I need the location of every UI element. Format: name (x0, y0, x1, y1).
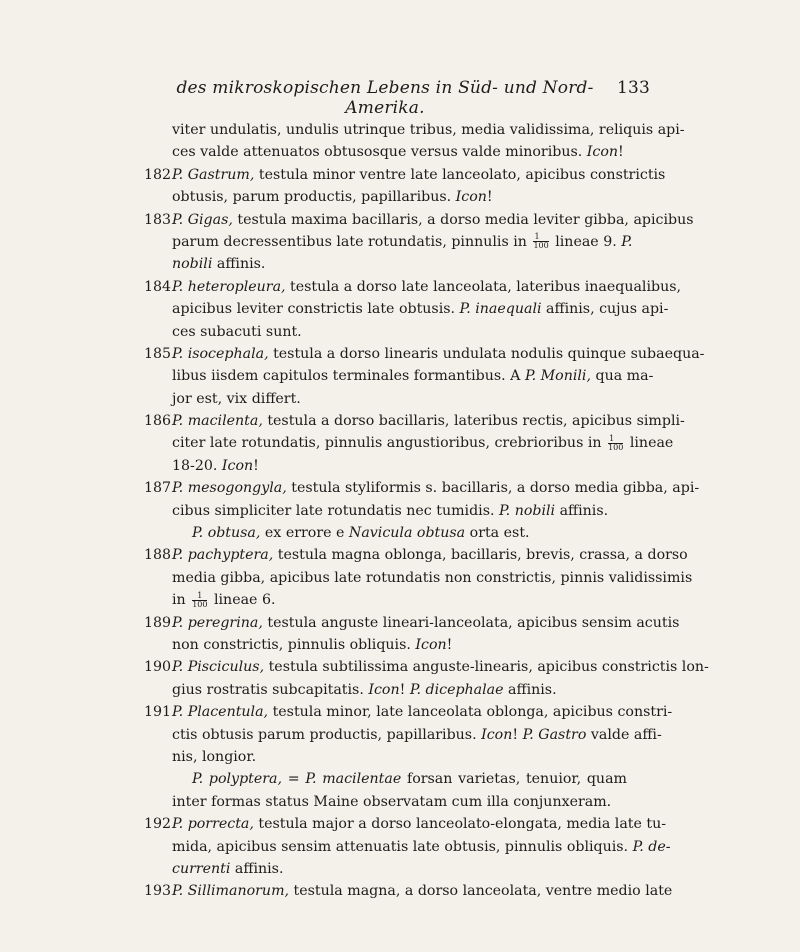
italic-text: P. Pisciculus, (172, 659, 265, 676)
fraction-denominator: 100 (533, 241, 549, 251)
text-run: ces subacuti sunt. (172, 323, 302, 340)
text-run: testula a dorso linearis undulata nodulis quinque subaequa- (268, 345, 705, 362)
text-line (144, 209, 694, 231)
fraction-denominator: 100 (192, 599, 208, 609)
entry-number: 191 (144, 704, 172, 721)
text-run: testula minor ventre late lanceolato, apicibus constrictis (254, 166, 666, 183)
text-line (172, 365, 654, 387)
italic-text: P. pachyptera, (172, 547, 274, 564)
text-run: non constrictis, pinnulis obliquis. (172, 636, 416, 653)
text-line (172, 388, 627, 410)
text-run: affinis. (503, 681, 557, 698)
italic-text: Icon (586, 144, 618, 161)
text-run: testula anguste lineari-lanceolata, apicibus sensim acutis (262, 614, 680, 631)
text-run: citer late rotundatis, pinnulis angustioribus, crebrioribus in (172, 435, 607, 452)
italic-text: P. dicephalae (409, 681, 504, 698)
text-run: qua ma- (590, 368, 654, 385)
text-run: affinis. (555, 502, 609, 519)
fraction-numerator: 1 (192, 592, 207, 601)
running-header (150, 78, 650, 118)
text-line (172, 141, 627, 163)
text-run: nis, longior. (172, 748, 257, 765)
text-line (172, 432, 674, 454)
text-line (172, 589, 627, 611)
text-run: 18-20. (172, 457, 222, 474)
italic-text: P. heteropleura, (172, 278, 286, 295)
text-line (172, 858, 627, 880)
italic-text: Icon (221, 457, 254, 474)
text-run: testula minor, late lanceolata oblonga, apicibus constri- (268, 704, 673, 721)
italic-text: Icon (481, 726, 513, 743)
text-line (172, 231, 633, 253)
text-run: cibus simpliciter late rotundatis nec tumidis. (172, 502, 500, 519)
fraction (533, 233, 548, 250)
page-number: 133 (616, 78, 650, 98)
italic-text: P. nobili (499, 502, 556, 519)
text-line (144, 813, 667, 835)
italic-text: P. peregrina, (172, 614, 263, 631)
text-line (172, 679, 627, 701)
entry-number: 183 (144, 211, 172, 228)
text-run: affinis, cujus api- (541, 301, 669, 318)
entry-number: 189 (144, 614, 172, 631)
italic-text: P. de- (632, 838, 671, 855)
entry-number: 193 (144, 883, 172, 900)
text-run: ! (486, 189, 493, 206)
text-run: in (172, 592, 191, 609)
text-line (144, 544, 688, 566)
text-run: ctis obtusis parum productis, papillaribus. (172, 726, 482, 743)
entry-number: 182 (144, 166, 172, 183)
text-run: lineae 6. (209, 592, 276, 609)
text-run: orta est. (465, 525, 530, 542)
text-line (172, 724, 662, 746)
text-run: affinis. (212, 256, 266, 273)
text-run: ! (512, 726, 523, 743)
entry-number: 187 (144, 480, 172, 497)
text-run: parum decressentibus late rotundatis, pinnulis in (172, 233, 532, 250)
text-line (144, 343, 705, 365)
text-run: ! (253, 457, 259, 474)
entry-number: 188 (144, 547, 172, 564)
text-run: ex errore e (260, 525, 349, 542)
fraction-numerator: 1 (608, 435, 623, 444)
italic-text: P. polyptera, (192, 771, 282, 788)
text-line (172, 321, 627, 343)
text-run: ces valde attenuatos obtusosque versus valde minoribus. (172, 144, 587, 161)
italic-text: P. obtusa, (192, 525, 261, 542)
text-line (144, 701, 673, 723)
text-run: testula styliformis s. bacillaris, a dorso media gibba, api- (286, 480, 700, 497)
text-run: jor est, vix differt. (172, 390, 301, 407)
text-run: testula a dorso bacillaris, lateribus rectis, apicibus simpli- (262, 413, 685, 430)
italic-text: Icon (415, 636, 447, 653)
text-line (144, 477, 700, 499)
text-line (172, 522, 627, 544)
text-line (172, 768, 627, 790)
text-body (144, 119, 709, 903)
text-run: media gibba, apicibus late rotundatis non constrictis, pinnis validissimis (172, 569, 693, 586)
text-run: testula magna oblonga, bacillaris, brevis, crassa, a dorso (273, 547, 688, 564)
italic-text: P. mesogongyla, (172, 480, 287, 497)
text-run: forsan varietas, tenuior, quam (401, 771, 627, 788)
entry-number: 184 (144, 278, 172, 295)
text-run: testula subtilissima anguste-linearis, apicibus constrictis lon- (264, 659, 709, 676)
text-run: apicibus leviter constrictis late obtusis. (172, 301, 460, 318)
running-title: des mikroskopischen Lebens in Süd- und Nord-Amerika. (176, 78, 594, 118)
italic-text: P. macilenta, (172, 413, 263, 430)
italic-text: P. inaequali (459, 301, 542, 318)
text-run: ! (618, 144, 624, 161)
text-line (172, 455, 627, 477)
italic-text: P. macilentae (305, 771, 402, 788)
text-run: testula magna, a dorso lanceolata, ventre medio late (289, 883, 673, 900)
italic-text: P. porrecta, (172, 816, 254, 833)
text-line (172, 253, 627, 275)
text-line (172, 791, 627, 813)
text-line (172, 298, 669, 320)
italic-text: P. Placentula, (172, 704, 269, 721)
italic-text: P. Gastro (522, 726, 587, 743)
text-run: gius rostratis subcapitatis. (172, 681, 369, 698)
italic-text: P. Sillimanorum, (172, 883, 290, 900)
text-run: lineae 9. (550, 233, 622, 250)
fraction-numerator: 1 (533, 233, 548, 242)
text-line (144, 612, 680, 634)
entry-number: 192 (144, 816, 172, 833)
text-run: = (282, 771, 306, 788)
italic-text: nobili (172, 256, 213, 273)
text-run: ! (399, 681, 410, 698)
fraction (608, 435, 623, 452)
fraction-denominator: 100 (608, 442, 624, 452)
text-line (172, 186, 627, 208)
text-run: testula maxima bacillaris, a dorso media leviter gibba, apicibus (232, 211, 694, 228)
text-run: testula major a dorso lanceolato-elongata, media late tu- (253, 816, 667, 833)
text-run: ! (446, 636, 453, 653)
text-line (172, 634, 627, 656)
text-run: viter undulatis, undulis utrinque tribus, media validissima, reliquis api- (172, 122, 685, 138)
entry-number: 190 (144, 659, 172, 676)
text-run: affinis. (230, 860, 284, 877)
text-line (144, 656, 709, 678)
italic-text: Navicula obtusa (348, 525, 466, 542)
entry-number: 186 (144, 413, 172, 430)
italic-text: Icon (455, 189, 487, 206)
italic-text: P. Gastrum, (172, 166, 255, 183)
text-run: testula a dorso late lanceolata, lateribus inaequalibus, (285, 278, 681, 295)
text-run: mida, apicibus sensim attenuatis late obtusis, pinnulis obliquis. (172, 838, 633, 855)
text-run: inter formas status Maine observatam cum illa conjunxeram. (172, 793, 612, 810)
text-line (172, 746, 627, 768)
italic-text: P. Monili, (524, 368, 591, 385)
text-run: lineae (625, 435, 674, 452)
text-run: obtusis, parum productis, papillaribus. (172, 189, 456, 206)
text-line (172, 119, 685, 141)
italic-text: P. Gigas, (172, 211, 233, 228)
text-line (172, 567, 693, 589)
fraction (192, 592, 207, 609)
text-run: libus iisdem capitulos terminales formantibus. A (172, 368, 525, 385)
italic-text: P. isocephala, (172, 345, 269, 362)
text-line (172, 836, 671, 858)
text-line (144, 276, 681, 298)
text-line (144, 880, 673, 902)
italic-text: P. (621, 233, 633, 250)
entry-number: 185 (144, 345, 172, 362)
text-line (172, 500, 627, 522)
text-line (144, 410, 685, 432)
italic-text: currenti (172, 860, 231, 877)
text-run: valde affi- (586, 726, 662, 743)
italic-text: Icon (368, 681, 400, 698)
text-line (144, 164, 666, 186)
